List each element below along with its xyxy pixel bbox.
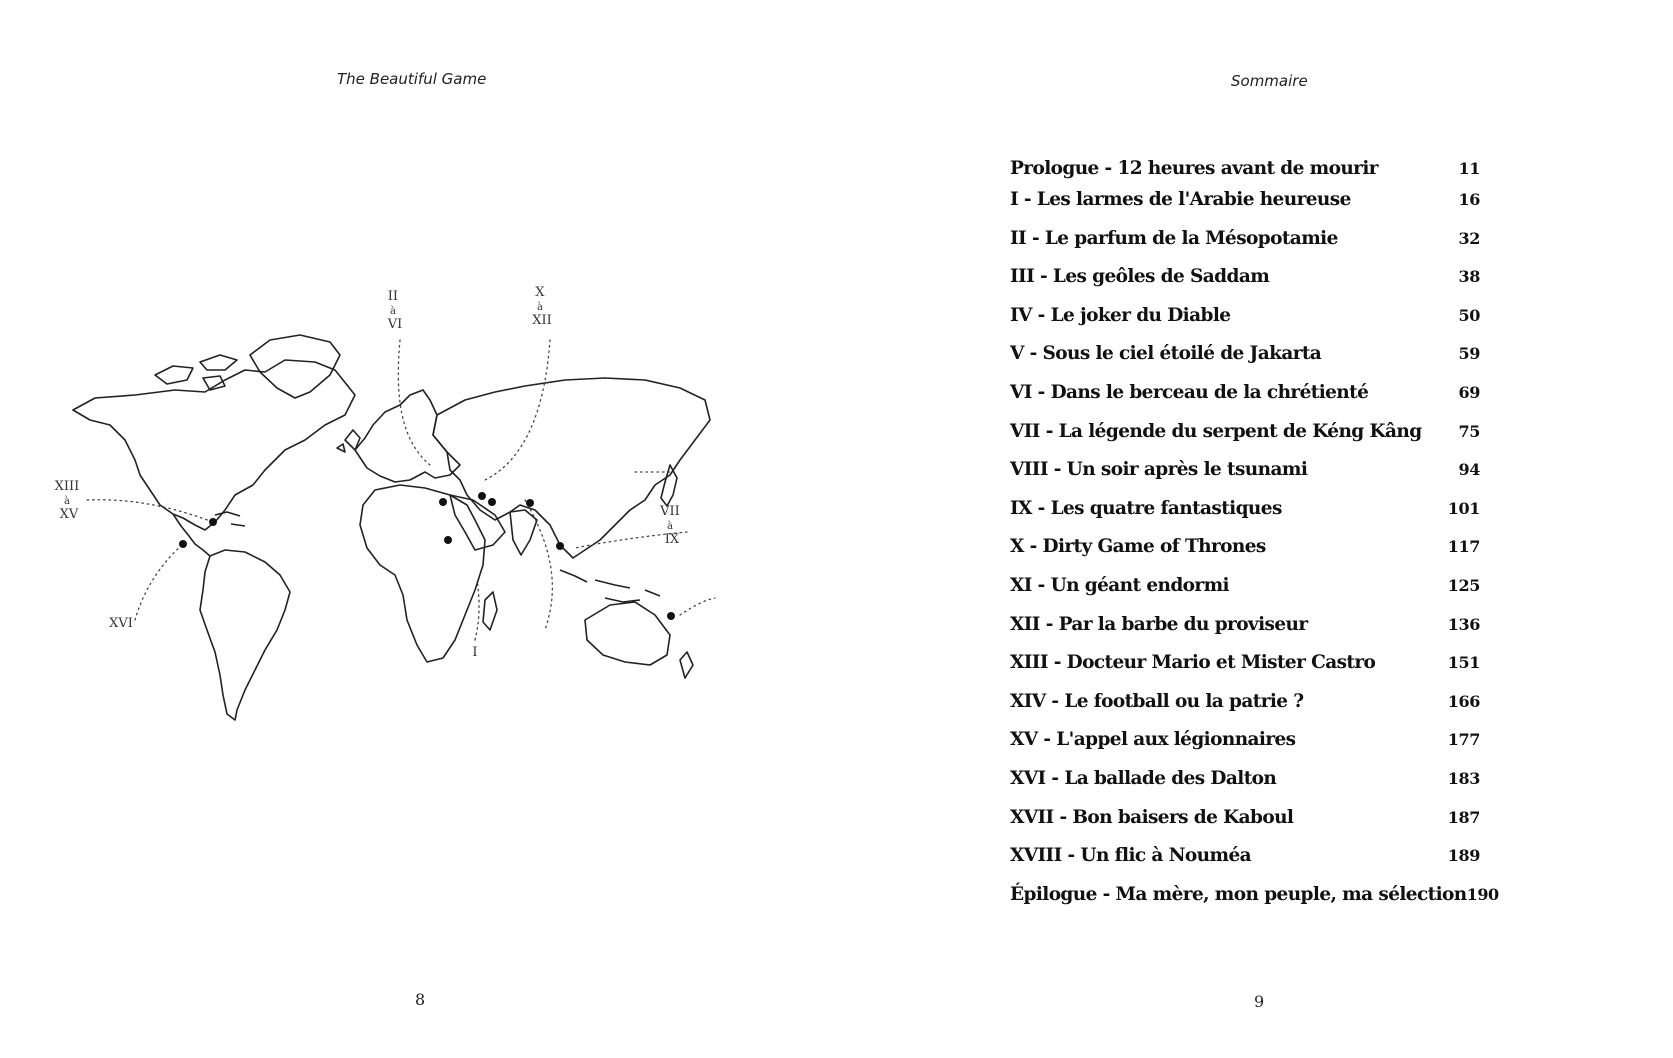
toc-entry-title: V - Sous le ciel étoilé de Jakarta: [1010, 343, 1322, 365]
location-pin: [179, 540, 187, 548]
toc-entry: [1010, 575, 1480, 614]
map-label-x-xii: X à XII: [532, 285, 552, 328]
toc-entry-page: 101: [1447, 498, 1480, 518]
location-pin: [488, 498, 496, 506]
toc-entry-page: 69: [1458, 382, 1480, 402]
toc-entry: [1010, 158, 1480, 189]
map-label-xvi: XVI: [109, 616, 133, 631]
toc-entry-title: XVIII - Un flic à Nouméa: [1010, 845, 1252, 867]
map-label-ii-vi: II à VI: [387, 289, 403, 332]
toc-entry-page: 166: [1447, 691, 1480, 711]
toc-entry-title: XIII - Docteur Mario et Mister Castro: [1010, 652, 1376, 674]
toc-entry-title: XI - Un géant endormi: [1010, 574, 1229, 596]
toc-entry-title: XVI - La ballade des Dalton: [1010, 767, 1277, 789]
indonesia-islands-outline: [560, 570, 660, 602]
madagascar-outline: [483, 592, 497, 630]
location-pin: [439, 498, 447, 506]
toc-entry-page: 75: [1458, 421, 1480, 441]
toc-entry: [1010, 729, 1480, 768]
toc-entry-page: 94: [1458, 460, 1480, 480]
world-map-illustration: [54, 285, 775, 770]
arabian-peninsula-outline: [450, 495, 505, 550]
toc-entry-title: Prologue - 12 heures avant de mourir: [1010, 158, 1378, 179]
page-number-left: 8: [415, 990, 426, 1009]
toc-entry-title: IX - Les quatre fantastiques: [1010, 497, 1282, 519]
toc-entry-page: 59: [1458, 344, 1480, 364]
toc-entry: [1010, 536, 1480, 575]
toc-entry: [1010, 652, 1480, 691]
map-label-i: I: [472, 645, 478, 660]
left-page: [0, 0, 836, 1058]
toc-entry: [1010, 421, 1480, 460]
location-pin: [667, 612, 675, 620]
toc-entry-page: 177: [1447, 730, 1480, 750]
toc-entry: [1010, 498, 1480, 537]
location-pin: [556, 542, 564, 550]
toc-entry-title: XVII - Bon baisers de Kaboul: [1010, 806, 1294, 828]
toc-entry-page: 38: [1458, 267, 1480, 287]
toc-entry-page: 50: [1458, 305, 1480, 325]
toc-entry-page: 125: [1447, 575, 1480, 595]
toc-entry-title: II - Le parfum de la Mésopotamie: [1010, 227, 1338, 249]
central-america-outline: [173, 514, 210, 556]
toc-entry-page: 136: [1447, 614, 1480, 634]
toc-entry: [1010, 883, 1499, 923]
location-pin: [209, 518, 217, 526]
toc-entry: [1010, 459, 1480, 498]
australia-outline: [585, 602, 670, 665]
location-pin: [478, 492, 486, 500]
arctic-islands-outline: [155, 355, 237, 390]
toc-entry-page: 32: [1458, 228, 1480, 248]
toc-entry-title: VII - La légende du serpent de Kéng Kâng: [1010, 420, 1422, 442]
toc-entry-page: 190: [1466, 884, 1499, 904]
toc-entry-title: I - Les larmes de l'Arabie heureuse: [1010, 189, 1351, 210]
japan-outline: [661, 465, 677, 506]
toc-entry: [1010, 266, 1480, 305]
toc-entry: [1010, 228, 1480, 267]
toc-entry-title: Épilogue - Ma mère, mon peuple, ma sélection: [1010, 883, 1467, 905]
toc-entry-title: VI - Dans le berceau de la chrétienté: [1010, 381, 1369, 403]
toc-entry-page: 151: [1447, 653, 1480, 673]
north-america-outline: [73, 360, 355, 530]
toc-entry-page: 16: [1458, 190, 1480, 209]
toc-entry: [1010, 614, 1480, 653]
india-outline: [510, 510, 537, 555]
map-label-vii-ix: VII à IX: [660, 504, 680, 547]
toc-entry-page: 189: [1447, 846, 1480, 866]
toc-entry-title: XV - L'appel aux légionnaires: [1010, 729, 1296, 751]
caribbean-islands-outline: [215, 512, 245, 526]
toc-entry: [1010, 845, 1480, 884]
toc-entry-title: VIII - Un soir après le tsunami: [1010, 459, 1308, 481]
running-head-left: The Beautiful Game: [337, 70, 487, 88]
toc-entry-title: X - Dirty Game of Thrones: [1010, 536, 1266, 558]
toc-entry-page: 187: [1447, 807, 1480, 827]
running-head-right: Sommaire: [1231, 72, 1308, 90]
toc-entry: [1010, 382, 1480, 421]
toc-entry: [1010, 305, 1480, 344]
toc-entry-title: IV - Le joker du Diable: [1010, 304, 1231, 326]
toc-entry: [1010, 189, 1480, 228]
toc-entry: [1010, 807, 1480, 846]
toc-entry-page: 11: [1458, 159, 1480, 178]
europe-outline: [355, 390, 460, 482]
toc-entry-title: III - Les geôles de Saddam: [1010, 266, 1270, 288]
location-pin: [526, 499, 534, 507]
location-pin: [444, 536, 452, 544]
toc-entry-title: XIV - Le football ou la patrie ?: [1010, 690, 1304, 712]
toc-entry-title: XII - Par la barbe du proviseur: [1010, 613, 1308, 635]
page-number-right: 9: [1254, 992, 1265, 1011]
toc-entry: [1010, 768, 1480, 807]
map-label-xiii-xv: XIII à XV: [54, 479, 80, 522]
right-page: [836, 0, 1673, 1058]
south-america-outline: [200, 550, 290, 720]
toc-entry-page: 183: [1447, 768, 1480, 788]
table-of-contents: [1010, 158, 1499, 922]
africa-outline: [360, 485, 485, 662]
toc-entry: [1010, 691, 1480, 730]
toc-entry-page: 117: [1447, 537, 1480, 557]
toc-entry: [1010, 343, 1480, 382]
new-zealand-outline: [680, 652, 693, 678]
